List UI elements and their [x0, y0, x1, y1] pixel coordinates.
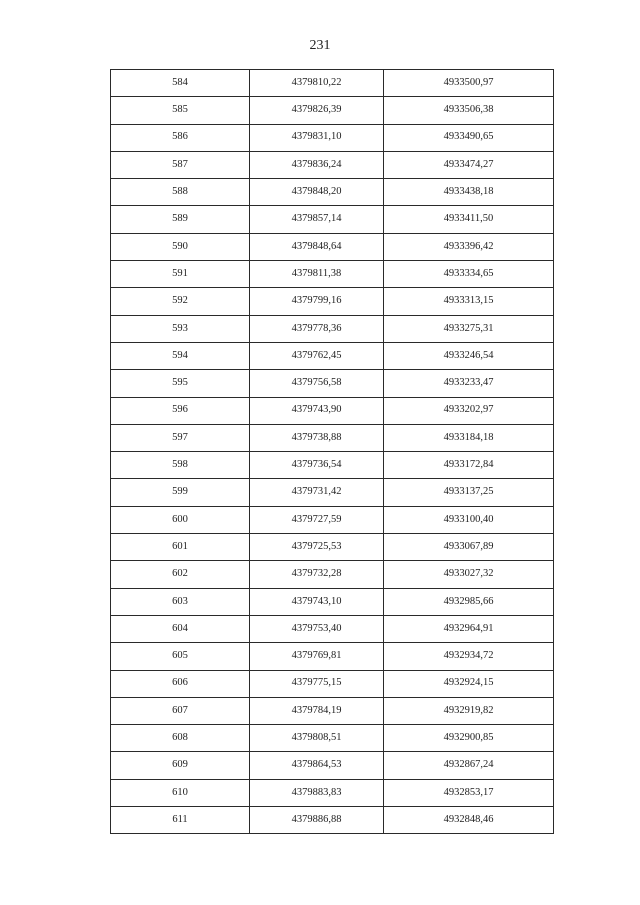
y-coordinate-cell: 4932853,17	[384, 779, 554, 806]
table-row	[111, 370, 554, 397]
x-coordinate-cell: 4379811,38	[250, 261, 384, 288]
point-number-cell: 593	[111, 315, 250, 342]
x-coordinate-cell: 4379736,54	[250, 452, 384, 479]
table-row	[111, 807, 554, 834]
y-coordinate-cell: 4932964,91	[384, 615, 554, 642]
y-coordinate-cell: 4933334,65	[384, 261, 554, 288]
x-coordinate-cell: 4379762,45	[250, 342, 384, 369]
coordinates-table	[110, 69, 554, 834]
table-row	[111, 479, 554, 506]
y-coordinate-cell: 4932867,24	[384, 752, 554, 779]
table-row	[111, 179, 554, 206]
y-coordinate-cell: 4932900,85	[384, 725, 554, 752]
point-number-cell: 591	[111, 261, 250, 288]
table-row	[111, 424, 554, 451]
point-number-cell: 602	[111, 561, 250, 588]
point-number-cell: 598	[111, 452, 250, 479]
x-coordinate-cell: 4379775,15	[250, 670, 384, 697]
point-number-cell: 606	[111, 670, 250, 697]
point-number-cell: 592	[111, 288, 250, 315]
point-number-cell: 597	[111, 424, 250, 451]
y-coordinate-cell: 4933202,97	[384, 397, 554, 424]
y-coordinate-cell: 4932919,82	[384, 697, 554, 724]
x-coordinate-cell: 4379756,58	[250, 370, 384, 397]
x-coordinate-cell: 4379836,24	[250, 151, 384, 178]
x-coordinate-cell: 4379743,90	[250, 397, 384, 424]
table-row	[111, 615, 554, 642]
table-row	[111, 342, 554, 369]
x-coordinate-cell: 4379727,59	[250, 506, 384, 533]
y-coordinate-cell: 4932985,66	[384, 588, 554, 615]
point-number-cell: 586	[111, 124, 250, 151]
x-coordinate-cell: 4379799,16	[250, 288, 384, 315]
table-row	[111, 397, 554, 424]
y-coordinate-cell: 4933172,84	[384, 452, 554, 479]
x-coordinate-cell: 4379848,64	[250, 233, 384, 260]
table-row	[111, 70, 554, 97]
point-number-cell: 585	[111, 97, 250, 124]
table-row	[111, 752, 554, 779]
y-coordinate-cell: 4933246,54	[384, 342, 554, 369]
x-coordinate-cell: 4379743,10	[250, 588, 384, 615]
point-number-cell: 589	[111, 206, 250, 233]
x-coordinate-cell: 4379831,10	[250, 124, 384, 151]
table-row	[111, 288, 554, 315]
point-number-cell: 607	[111, 697, 250, 724]
x-coordinate-cell: 4379778,36	[250, 315, 384, 342]
coordinates-table-body	[111, 70, 554, 834]
y-coordinate-cell: 4933313,15	[384, 288, 554, 315]
point-number-cell: 609	[111, 752, 250, 779]
table-row	[111, 206, 554, 233]
x-coordinate-cell: 4379886,88	[250, 807, 384, 834]
table-row	[111, 97, 554, 124]
table-row	[111, 233, 554, 260]
x-coordinate-cell: 4379883,83	[250, 779, 384, 806]
x-coordinate-cell: 4379810,22	[250, 70, 384, 97]
table-row	[111, 725, 554, 752]
table-row	[111, 151, 554, 178]
point-number-cell: 608	[111, 725, 250, 752]
point-number-cell: 610	[111, 779, 250, 806]
x-coordinate-cell: 4379769,81	[250, 643, 384, 670]
table-row	[111, 124, 554, 151]
y-coordinate-cell: 4933500,97	[384, 70, 554, 97]
y-coordinate-cell: 4933438,18	[384, 179, 554, 206]
y-coordinate-cell: 4933184,18	[384, 424, 554, 451]
x-coordinate-cell: 4379848,20	[250, 179, 384, 206]
table-row	[111, 779, 554, 806]
y-coordinate-cell: 4932934,72	[384, 643, 554, 670]
x-coordinate-cell: 4379864,53	[250, 752, 384, 779]
y-coordinate-cell: 4933027,32	[384, 561, 554, 588]
y-coordinate-cell: 4933067,89	[384, 534, 554, 561]
x-coordinate-cell: 4379808,51	[250, 725, 384, 752]
point-number-cell: 611	[111, 807, 250, 834]
table-row	[111, 561, 554, 588]
point-number-cell: 599	[111, 479, 250, 506]
table-row	[111, 534, 554, 561]
point-number-cell: 584	[111, 70, 250, 97]
x-coordinate-cell: 4379725,53	[250, 534, 384, 561]
point-number-cell: 601	[111, 534, 250, 561]
point-number-cell: 587	[111, 151, 250, 178]
y-coordinate-cell: 4933233,47	[384, 370, 554, 397]
point-number-cell: 604	[111, 615, 250, 642]
y-coordinate-cell: 4933490,65	[384, 124, 554, 151]
y-coordinate-cell: 4933137,25	[384, 479, 554, 506]
x-coordinate-cell: 4379826,39	[250, 97, 384, 124]
y-coordinate-cell: 4932924,15	[384, 670, 554, 697]
x-coordinate-cell: 4379738,88	[250, 424, 384, 451]
x-coordinate-cell: 4379784,19	[250, 697, 384, 724]
y-coordinate-cell: 4933411,50	[384, 206, 554, 233]
y-coordinate-cell: 4933100,40	[384, 506, 554, 533]
table-row	[111, 452, 554, 479]
table-row	[111, 697, 554, 724]
x-coordinate-cell: 4379732,28	[250, 561, 384, 588]
y-coordinate-cell: 4933506,38	[384, 97, 554, 124]
point-number-cell: 588	[111, 179, 250, 206]
point-number-cell: 590	[111, 233, 250, 260]
point-number-cell: 603	[111, 588, 250, 615]
point-number-cell: 594	[111, 342, 250, 369]
point-number-cell: 595	[111, 370, 250, 397]
x-coordinate-cell: 4379731,42	[250, 479, 384, 506]
point-number-cell: 600	[111, 506, 250, 533]
point-number-cell: 596	[111, 397, 250, 424]
table-row	[111, 643, 554, 670]
y-coordinate-cell: 4933474,27	[384, 151, 554, 178]
y-coordinate-cell: 4933396,42	[384, 233, 554, 260]
table-row	[111, 315, 554, 342]
table-row	[111, 261, 554, 288]
point-number-cell: 605	[111, 643, 250, 670]
page-number: 231	[309, 38, 331, 53]
table-row	[111, 588, 554, 615]
table-row	[111, 670, 554, 697]
table-row	[111, 506, 554, 533]
y-coordinate-cell: 4933275,31	[384, 315, 554, 342]
x-coordinate-cell: 4379857,14	[250, 206, 384, 233]
x-coordinate-cell: 4379753,40	[250, 615, 384, 642]
y-coordinate-cell: 4932848,46	[384, 807, 554, 834]
